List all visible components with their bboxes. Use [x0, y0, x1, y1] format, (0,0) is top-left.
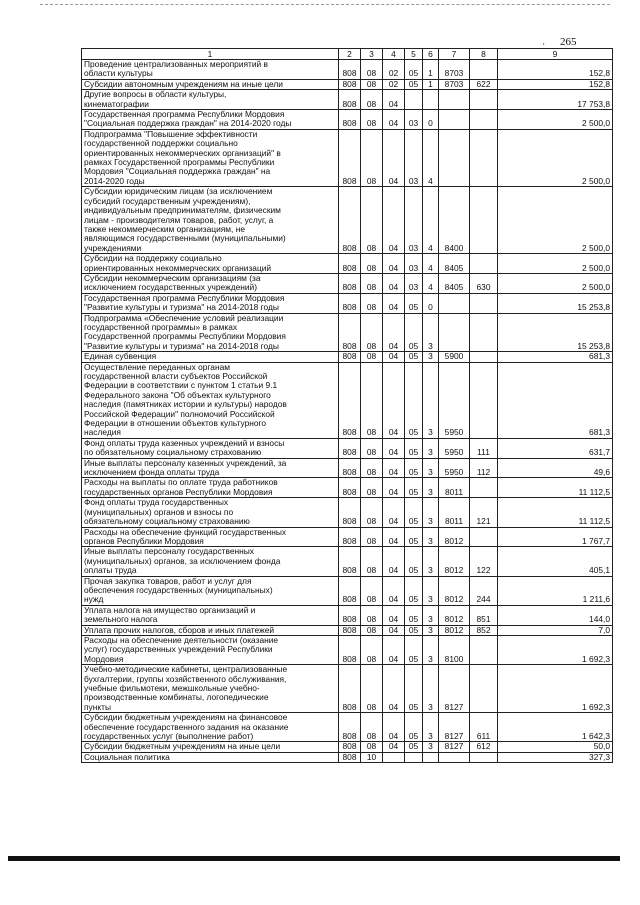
col-6-cell	[423, 90, 439, 110]
amount-cell: 2 500,0	[498, 187, 613, 254]
col-2-cell: 808	[339, 90, 361, 110]
col-5-cell: 05	[405, 362, 423, 438]
amount-cell: 7,0	[498, 625, 613, 635]
col-3-cell: 08	[361, 742, 383, 752]
row-name-cell: Государственная программа Республики Мордовия "Развитие культуры и туризма" на 2014-2018 годы	[82, 293, 339, 313]
amount-cell: 681,3	[498, 352, 613, 362]
table-row	[82, 313, 613, 352]
budget-table	[81, 48, 613, 763]
col-5-cell: 05	[405, 313, 423, 352]
col-6-cell: 3	[423, 742, 439, 752]
col-5-cell: 05	[405, 352, 423, 362]
col-3-cell: 08	[361, 273, 383, 293]
col-2-cell: 808	[339, 635, 361, 664]
col-7-cell: 8400	[439, 187, 470, 254]
row-name-cell: Субсидии автономным учреждениям на иные цели	[82, 79, 339, 89]
col-6-cell: 0	[423, 293, 439, 313]
table-body	[82, 60, 613, 763]
scan-top-edge	[40, 4, 610, 6]
row-name-cell: Субсидии на поддержку социально ориентированных некоммерческих организаций	[82, 254, 339, 274]
col-2-cell: 808	[339, 498, 361, 527]
header-cell: 1	[82, 49, 339, 60]
col-6-cell: 3	[423, 576, 439, 605]
row-name-cell: Другие вопросы в области культуры, кинематографии	[82, 90, 339, 110]
header-cell: 8	[470, 49, 498, 60]
amount-cell: 50,0	[498, 742, 613, 752]
amount-cell: 1 692,3	[498, 665, 613, 713]
col-5-cell: 05	[405, 713, 423, 742]
col-5-cell: 03	[405, 187, 423, 254]
col-7-cell	[439, 293, 470, 313]
col-3-cell: 08	[361, 478, 383, 498]
col-8-cell	[470, 313, 498, 352]
col-4-cell: 04	[383, 352, 405, 362]
col-3-cell: 08	[361, 313, 383, 352]
page-number: 265	[560, 36, 577, 48]
col-4-cell: 04	[383, 254, 405, 274]
col-4-cell: 02	[383, 60, 405, 80]
col-8-cell: 852	[470, 625, 498, 635]
amount-cell: 405,1	[498, 547, 613, 576]
row-name-cell: Учебно-методические кабинеты, централизованные бухгалтерии, группы хозяйственного обслуживания, учебные фильмотеки, межшкольные учебно- производственные комбинаты, логопедические пункты	[82, 665, 339, 713]
col-5-cell: 05	[405, 498, 423, 527]
col-6-cell: 4	[423, 254, 439, 274]
col-5-cell: 03	[405, 110, 423, 130]
col-6-cell: 3	[423, 605, 439, 625]
col-7-cell: 8012	[439, 527, 470, 547]
col-5-cell: 05	[405, 635, 423, 664]
col-5-cell: 05	[405, 576, 423, 605]
row-name-cell: Иные выплаты персоналу государственных (муниципальных) органов, за исключением фонда оплаты труда	[82, 547, 339, 576]
col-8-cell: 244	[470, 576, 498, 605]
table-row	[82, 90, 613, 110]
row-name-cell: Осуществление переданных органам государственной власти субъектов Российской Федерации в соответствии с пунктом 1 статьи 9.1 Федерального закона "Об объектах культурного наследия (памятниках истории и культуры) народов Российской Федерации" полномочий Российской Федерации в отношении объектов культурного наследия	[82, 362, 339, 438]
col-4-cell: 04	[383, 498, 405, 527]
table-row	[82, 79, 613, 89]
col-7-cell: 8012	[439, 605, 470, 625]
col-4-cell: 04	[383, 273, 405, 293]
col-7-cell	[439, 110, 470, 130]
row-name-cell: Единая субвенция	[82, 352, 339, 362]
col-5-cell: 05	[405, 625, 423, 635]
col-5-cell: 03	[405, 254, 423, 274]
table-row	[82, 60, 613, 80]
col-8-cell	[470, 254, 498, 274]
col-2-cell: 808	[339, 458, 361, 478]
col-7-cell: 8011	[439, 498, 470, 527]
table-row	[82, 362, 613, 438]
amount-cell: 152,8	[498, 60, 613, 80]
col-8-cell	[470, 362, 498, 438]
col-6-cell: 1	[423, 79, 439, 89]
col-5-cell: 05	[405, 478, 423, 498]
row-name-cell: Фонд оплаты труда казенных учреждений и взносы по обязательному социальному страхованию	[82, 438, 339, 458]
col-7-cell: 8012	[439, 547, 470, 576]
table-row	[82, 742, 613, 752]
col-6-cell: 3	[423, 713, 439, 742]
header-cell: 5	[405, 49, 423, 60]
col-7-cell	[439, 752, 470, 762]
amount-cell: 631,7	[498, 438, 613, 458]
row-name-cell: Уплата налога на имущество организаций и земельного налога	[82, 605, 339, 625]
row-name-cell: Расходы на обеспечение деятельности (оказание услуг) государственных учреждений Республики Мордовия	[82, 635, 339, 664]
col-3-cell: 08	[361, 352, 383, 362]
col-6-cell: 3	[423, 527, 439, 547]
table-row	[82, 527, 613, 547]
amount-cell: 1 211,6	[498, 576, 613, 605]
col-4-cell: 04	[383, 742, 405, 752]
col-2-cell: 808	[339, 79, 361, 89]
amount-cell: 152,8	[498, 79, 613, 89]
col-4-cell: 04	[383, 527, 405, 547]
table-row	[82, 713, 613, 742]
amount-cell: 11 112,5	[498, 498, 613, 527]
col-5-cell: 05	[405, 527, 423, 547]
col-2-cell: 808	[339, 129, 361, 186]
col-2-cell: 808	[339, 527, 361, 547]
col-4-cell: 04	[383, 713, 405, 742]
col-8-cell	[470, 129, 498, 186]
table-row	[82, 254, 613, 274]
table-row	[82, 293, 613, 313]
row-name-cell: Подпрограмма "Повышение эффективности государственной поддержки социально ориентированных некоммерческих организаций" в рамках Государственной программы Республики Мордовия "Социальная поддержка граждан" на 2014-2020 годы	[82, 129, 339, 186]
col-3-cell: 08	[361, 362, 383, 438]
amount-cell: 2 500,0	[498, 254, 613, 274]
col-6-cell: 3	[423, 458, 439, 478]
header-cell: 2	[339, 49, 361, 60]
col-5-cell: 05	[405, 742, 423, 752]
col-5-cell: 03	[405, 273, 423, 293]
col-6-cell: 4	[423, 187, 439, 254]
col-2-cell: 808	[339, 547, 361, 576]
table-row	[82, 352, 613, 362]
col-2-cell: 808	[339, 352, 361, 362]
row-name-cell: Субсидии бюджетным учреждениям на финансовое обеспечение государственного задания на оказание государственных услуг (выполнение работ)	[82, 713, 339, 742]
col-6-cell: 0	[423, 110, 439, 130]
col-7-cell: 8011	[439, 478, 470, 498]
col-3-cell: 08	[361, 90, 383, 110]
col-3-cell: 08	[361, 527, 383, 547]
col-5-cell: 05	[405, 60, 423, 80]
col-8-cell	[470, 293, 498, 313]
col-8-cell: 111	[470, 438, 498, 458]
col-4-cell: 04	[383, 478, 405, 498]
row-name-cell: Расходы на выплаты по оплате труда работников государственных органов Республики Мордовия	[82, 478, 339, 498]
col-4-cell: 04	[383, 313, 405, 352]
col-2-cell: 808	[339, 752, 361, 762]
col-6-cell	[423, 752, 439, 762]
col-6-cell: 3	[423, 625, 439, 635]
col-7-cell	[439, 90, 470, 110]
col-7-cell: 8127	[439, 713, 470, 742]
header-cell: 9	[498, 49, 613, 60]
col-8-cell	[470, 60, 498, 80]
col-3-cell: 08	[361, 293, 383, 313]
col-6-cell: 3	[423, 498, 439, 527]
col-8-cell	[470, 665, 498, 713]
col-2-cell: 808	[339, 110, 361, 130]
col-4-cell: 04	[383, 576, 405, 605]
header-cell: 3	[361, 49, 383, 60]
col-3-cell: 08	[361, 129, 383, 186]
col-4-cell	[383, 752, 405, 762]
col-2-cell: 808	[339, 742, 361, 752]
amount-cell: 11 112,5	[498, 478, 613, 498]
col-7-cell: 8100	[439, 635, 470, 664]
col-5-cell: 05	[405, 293, 423, 313]
col-7-cell: 8405	[439, 254, 470, 274]
col-2-cell: 808	[339, 665, 361, 713]
col-4-cell: 04	[383, 438, 405, 458]
row-name-cell: Расходы на обеспечение функций государственных органов Республики Мордовия	[82, 527, 339, 547]
page-tick-mark: '	[543, 42, 545, 51]
col-7-cell: 5950	[439, 362, 470, 438]
col-6-cell: 3	[423, 635, 439, 664]
col-3-cell: 08	[361, 187, 383, 254]
col-8-cell: 612	[470, 742, 498, 752]
amount-cell: 15 253,8	[498, 293, 613, 313]
amount-cell: 327,3	[498, 752, 613, 762]
col-7-cell: 8012	[439, 576, 470, 605]
amount-cell: 1 767,7	[498, 527, 613, 547]
col-5-cell: 05	[405, 605, 423, 625]
table-row	[82, 110, 613, 130]
scan-bottom-edge	[8, 856, 620, 861]
col-3-cell: 08	[361, 438, 383, 458]
table-row	[82, 605, 613, 625]
col-8-cell: 851	[470, 605, 498, 625]
col-3-cell: 08	[361, 635, 383, 664]
col-3-cell: 08	[361, 713, 383, 742]
header-cell: 7	[439, 49, 470, 60]
col-6-cell: 3	[423, 362, 439, 438]
table-row	[82, 625, 613, 635]
col-4-cell: 04	[383, 129, 405, 186]
col-4-cell: 04	[383, 293, 405, 313]
col-8-cell	[470, 187, 498, 254]
col-8-cell: 630	[470, 273, 498, 293]
col-5-cell: 05	[405, 458, 423, 478]
col-2-cell: 808	[339, 362, 361, 438]
col-7-cell: 8127	[439, 742, 470, 752]
col-2-cell: 808	[339, 438, 361, 458]
col-8-cell: 611	[470, 713, 498, 742]
col-7-cell: 5950	[439, 438, 470, 458]
row-name-cell: Государственная программа Республики Мордовия "Социальная поддержка граждан" на 2014-2020 годы	[82, 110, 339, 130]
table-row	[82, 576, 613, 605]
col-7-cell	[439, 313, 470, 352]
col-2-cell: 808	[339, 625, 361, 635]
table-row	[82, 273, 613, 293]
table-row	[82, 665, 613, 713]
row-name-cell: Уплата прочих налогов, сборов и иных платежей	[82, 625, 339, 635]
col-8-cell: 121	[470, 498, 498, 527]
col-4-cell: 04	[383, 665, 405, 713]
col-3-cell: 10	[361, 752, 383, 762]
amount-cell: 1 692,3	[498, 635, 613, 664]
col-4-cell: 04	[383, 458, 405, 478]
col-6-cell: 3	[423, 313, 439, 352]
amount-cell: 2 500,0	[498, 273, 613, 293]
header-cell: 6	[423, 49, 439, 60]
col-2-cell: 808	[339, 605, 361, 625]
row-name-cell: Иные выплаты персоналу казенных учреждений, за исключением фонда оплаты труда	[82, 458, 339, 478]
col-7-cell: 8703	[439, 60, 470, 80]
col-4-cell: 02	[383, 79, 405, 89]
row-name-cell: Социальная политика	[82, 752, 339, 762]
amount-cell: 681,3	[498, 362, 613, 438]
col-4-cell: 04	[383, 625, 405, 635]
col-2-cell: 808	[339, 273, 361, 293]
col-3-cell: 08	[361, 547, 383, 576]
col-6-cell: 4	[423, 129, 439, 186]
col-8-cell	[470, 110, 498, 130]
col-6-cell: 1	[423, 60, 439, 80]
col-8-cell: 122	[470, 547, 498, 576]
col-5-cell: 05	[405, 665, 423, 713]
header-cell: 4	[383, 49, 405, 60]
col-3-cell: 08	[361, 254, 383, 274]
table-row	[82, 478, 613, 498]
col-4-cell: 04	[383, 362, 405, 438]
col-5-cell: 03	[405, 129, 423, 186]
col-3-cell: 08	[361, 60, 383, 80]
table-row	[82, 498, 613, 527]
row-name-cell: Проведение централизованных мероприятий в области культуры	[82, 60, 339, 80]
row-name-cell: Субсидии некоммерческим организациям (за исключением государственных учреждений)	[82, 273, 339, 293]
col-8-cell	[470, 90, 498, 110]
col-6-cell: 3	[423, 547, 439, 576]
col-3-cell: 08	[361, 665, 383, 713]
col-4-cell: 04	[383, 635, 405, 664]
amount-cell: 1 642,3	[498, 713, 613, 742]
col-2-cell: 808	[339, 187, 361, 254]
col-8-cell: 622	[470, 79, 498, 89]
col-3-cell: 08	[361, 79, 383, 89]
col-8-cell	[470, 527, 498, 547]
row-name-cell: Фонд оплаты труда государственных (муниципальных) органов и взносы по обязательному социальному страхованию	[82, 498, 339, 527]
table-row	[82, 635, 613, 664]
table-row	[82, 187, 613, 254]
col-3-cell: 08	[361, 498, 383, 527]
col-7-cell: 5950	[439, 458, 470, 478]
col-7-cell	[439, 129, 470, 186]
col-2-cell: 808	[339, 60, 361, 80]
col-7-cell: 8405	[439, 273, 470, 293]
col-7-cell: 8012	[439, 625, 470, 635]
row-name-cell: Субсидии юридическим лицам (за исключением субсидий государственным учреждениям), индивидуальным предпринимателям, физическим лицам - производителям товаров, работ, услуг, а также некоммерческим организациям, не являющимся государственными (муниципальными) учреждениями	[82, 187, 339, 254]
col-5-cell	[405, 90, 423, 110]
col-4-cell: 04	[383, 605, 405, 625]
table-row	[82, 547, 613, 576]
col-8-cell	[470, 352, 498, 362]
col-8-cell	[470, 752, 498, 762]
col-2-cell: 808	[339, 576, 361, 605]
col-2-cell: 808	[339, 313, 361, 352]
col-4-cell: 04	[383, 90, 405, 110]
row-name-cell: Субсидии бюджетным учреждениям на иные цели	[82, 742, 339, 752]
col-3-cell: 08	[361, 458, 383, 478]
amount-cell: 15 253,8	[498, 313, 613, 352]
col-3-cell: 08	[361, 576, 383, 605]
col-7-cell: 5900	[439, 352, 470, 362]
col-5-cell: 05	[405, 547, 423, 576]
col-6-cell: 3	[423, 352, 439, 362]
col-5-cell: 05	[405, 438, 423, 458]
row-name-cell: Прочая закупка товаров, работ и услуг для обеспечения государственных (муниципальных) нужд	[82, 576, 339, 605]
col-2-cell: 808	[339, 478, 361, 498]
col-2-cell: 808	[339, 254, 361, 274]
col-5-cell	[405, 752, 423, 762]
table-row	[82, 458, 613, 478]
col-7-cell: 8703	[439, 79, 470, 89]
col-3-cell: 08	[361, 605, 383, 625]
amount-cell: 49,6	[498, 458, 613, 478]
col-4-cell: 04	[383, 110, 405, 130]
table-row	[82, 752, 613, 762]
col-7-cell: 8127	[439, 665, 470, 713]
col-8-cell	[470, 635, 498, 664]
col-2-cell: 808	[339, 293, 361, 313]
col-2-cell: 808	[339, 713, 361, 742]
table-row	[82, 438, 613, 458]
col-5-cell: 05	[405, 79, 423, 89]
col-8-cell	[470, 478, 498, 498]
row-name-cell: Подпрограмма «Обеспечение условий реализации государственной программы» в рамках Государственной программы Республики Мордовия "Развитие культуры и туризма" на 2014-2018 годы	[82, 313, 339, 352]
amount-cell: 2 500,0	[498, 110, 613, 130]
amount-cell: 17 753,8	[498, 90, 613, 110]
col-6-cell: 3	[423, 478, 439, 498]
header-row	[82, 49, 613, 60]
col-4-cell: 04	[383, 187, 405, 254]
amount-cell: 144,0	[498, 605, 613, 625]
col-6-cell: 3	[423, 665, 439, 713]
amount-cell: 2 500,0	[498, 129, 613, 186]
col-3-cell: 08	[361, 625, 383, 635]
table-row	[82, 129, 613, 186]
col-6-cell: 4	[423, 273, 439, 293]
col-6-cell: 3	[423, 438, 439, 458]
col-4-cell: 04	[383, 547, 405, 576]
col-8-cell: 112	[470, 458, 498, 478]
col-3-cell: 08	[361, 110, 383, 130]
